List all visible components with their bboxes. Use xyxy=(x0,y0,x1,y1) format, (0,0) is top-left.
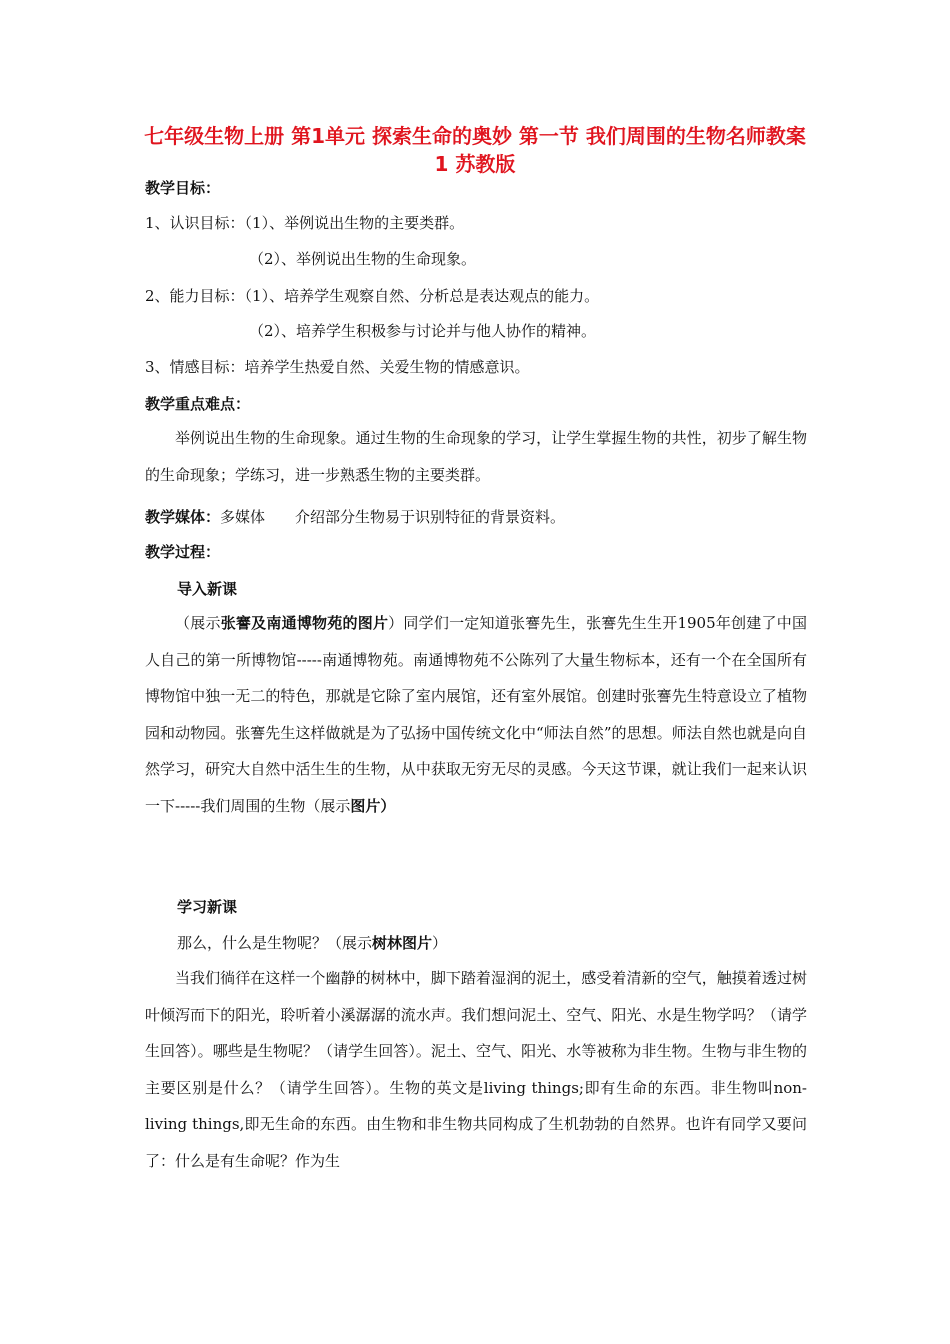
objective-cognitive-2: （2）、举例说出生物的生命现象。 xyxy=(249,250,477,268)
objective-ability-2: （2）、培养学生积极参与讨论并与他人协作的精神。 xyxy=(249,322,597,340)
intro-bold-text: 张謇及南通博物苑的图片 xyxy=(220,614,389,632)
media-body: 多媒体 介绍部分生物易于识别特征的背景资料。 xyxy=(220,508,566,526)
document-title: 七年级生物上册 第1单元 探索生命的奥妙 第一节 我们周围的生物名师教案1 苏教版 xyxy=(144,124,806,176)
question-pre: 那么，什么是生物呢？（展示 xyxy=(177,934,373,952)
media-line xyxy=(145,507,565,527)
objective-ability-1: 2、能力目标：（1）、培养学生观察自然、分析总是表达观点的能力。 xyxy=(145,287,600,305)
objective-emotion: 3、情感目标：培养学生热爱自然、关爱生物的情感意识。 xyxy=(145,358,530,376)
key-points-heading: 教学重点难点： xyxy=(145,395,251,413)
key-points-body: 举例说出生物的生命现象。通过生物的生命现象的学习，让学生掌握生物的共性，初步了解生物的生命现象；学练习，进一步熟悉生物的主要类群。 xyxy=(145,429,807,484)
intro-pre: （展示 xyxy=(175,614,221,632)
question-bold: 树林图片 xyxy=(372,934,433,952)
intro-paragraph xyxy=(145,605,807,825)
question-post: ） xyxy=(432,934,448,952)
media-heading: 教学媒体： xyxy=(145,508,221,526)
new-lesson-heading: 学习新课 xyxy=(177,898,238,916)
intro-body: ）同学们一定知道张謇先生，张謇先生生开1905年创建了中国人自己的第一所博物馆-----南通博物苑。南通博物苑不公陈列了大量生物标本，还有一个在全国所有博物馆中独一无二的特色，那就是它除了室内展馆，还有室外展馆。创建时张謇先生特意设立了植物园和动物园。张謇先生这样做就是为了弘扬中国传统文化中“师法自然”的思想。师法自然也就是向自然学习，研究大自然中活生生的生物，从中获取无穷无尽的灵感。今天这节课，就让我们一起来认识一下-----我们周围的生物（展示 xyxy=(145,614,807,815)
process-heading: 教学过程： xyxy=(145,543,221,561)
question-line xyxy=(177,933,447,953)
intro-heading: 导入新课 xyxy=(177,580,238,598)
main-paragraph: 当我们徜徉在这样一个幽静的树林中，脚下踏着湿润的泥土，感受着清新的空气，触摸着透过树叶倾泻而下的阳光，聆听着小溪潺潺的流水声。我们想问泥土、空气、阳光、水是生物学吗？（请学生回答）。哪些是生物呢？（请学生回答）。泥土、空气、阳光、水等被称为非生物。生物与非生物的主要区别是什么？（请学生回答）。生物的英文是living things;即有生命的东西。非生物叫non-living things,即无生命的东西。由生物和非生物共同构成了生机勃勃的自然界。也许有同学又要问了：什么是有生命呢？作为生 xyxy=(145,969,807,1170)
objectives-heading: 教学目标： xyxy=(145,179,221,197)
intro-tail-bold: 图片） xyxy=(350,796,396,815)
objective-cognitive-1: 1、认识目标：（1）、举例说出生物的主要类群。 xyxy=(145,214,465,232)
